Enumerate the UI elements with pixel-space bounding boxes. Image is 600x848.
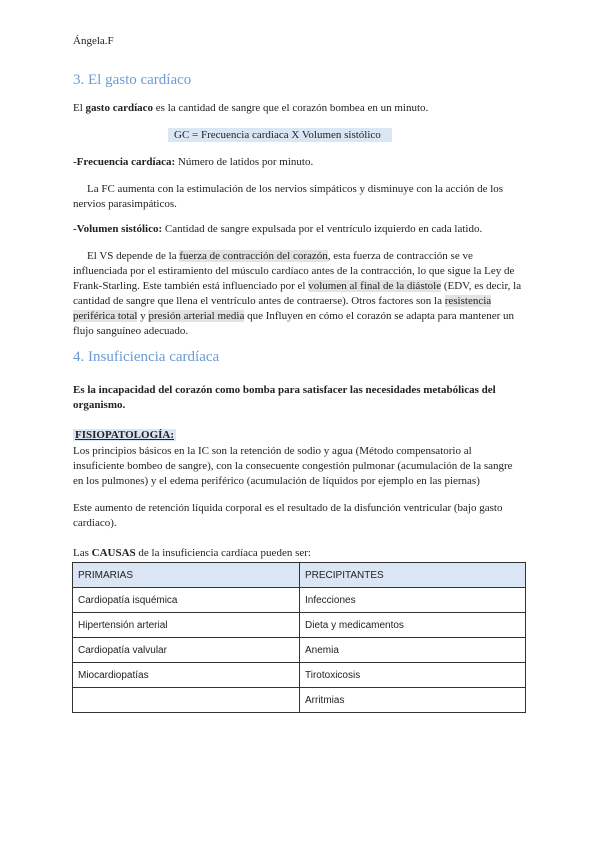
vs-definition: -Volumen sistólico: Cantidad de sangre expulsada por el ventrículo izquierdo en cada latido. [73,223,483,235]
table-cell: Miocardiopatías [73,663,300,688]
table-cell: Hipertensión arterial [73,613,300,638]
table-cell: Dieta y medicamentos [300,613,526,638]
table-cell [73,688,300,713]
ic-definition: Es la incapacidad del corazón como bomba para satisfacer las necesidades metabólicas del organismo. [73,384,496,411]
table-row [73,638,526,663]
table-cell: Cardiopatía isquémica [73,588,300,613]
table-cell: Tirotoxicosis [300,663,526,688]
table-row [73,588,526,613]
fisiopatologia-text-2: Este aumento de retención líquida corporal es el resultado de la disfunción ventricular (bajo gasto cardiaco). [73,502,503,529]
table-row [73,688,526,713]
fc-definition: -Frecuencia cardíaca: Número de latidos por minuto. [73,156,314,168]
author-header: Ángela.F [73,35,114,47]
header-primarias: PRIMARIAS [73,563,300,588]
fisiopatologia-text: Los principios básicos en la IC son la retención de sodio y agua (Método compensatorio al insuficiente bombeo de sangre), con la consecuente congestión pulmonar (acumulación de la sangre en los pulmones) y el edema periférico (acumulación de líquidos por ejemplo en las piernas) [73,445,513,487]
table-cell: Anemia [300,638,526,663]
header-precipitantes: PRECIPITANTES [300,563,526,588]
cardiac-output-formula: GC = Frecuencia cardiaca X Volumen sistólico [168,128,392,142]
section-3-heading: 3. El gasto cardíaco [73,72,192,88]
table-cell: Arritmias [300,688,526,713]
table-row [73,663,526,688]
section-4-heading: 4. Insuficiencia cardíaca [73,349,220,365]
fisiopatologia-heading: FISIOPATOLOGÍA: [75,429,175,441]
fc-detail: La FC aumenta con la estimulación de los nervios simpáticos y disminuye con la acción de los nervios parasimpáticos. [73,183,504,210]
causes-table [72,562,526,713]
table-header-row [73,563,526,588]
gasto-cardiaco-definition: El gasto cardíaco es la cantidad de sangre que el corazón bombea en un minuto. [73,102,429,114]
table-cell: Infecciones [300,588,526,613]
vs-detail: El VS depende de la fuerza de contracción del corazón, esta fuerza de contracción se ve influenciada por el estiramiento del músculo cardíaco antes de la contracción, lo que sigue la Ley de Frank-Starling. Este también está influenciado por el volumen al final de la diástole (EDV, es decir, la cantidad de sangre que llena el ventrículo antes de contraerse). Otros factores son la resistencia periférica total y presión arterial media que Influyen en cómo el corazón se adapta para mantener un flujo sanguíneo adecuado. [73,250,522,337]
table-row [73,613,526,638]
causes-intro: Las CAUSAS de la insuficiencia cardíaca pueden ser: [73,547,311,559]
table-cell: Cardiopatía valvular [73,638,300,663]
